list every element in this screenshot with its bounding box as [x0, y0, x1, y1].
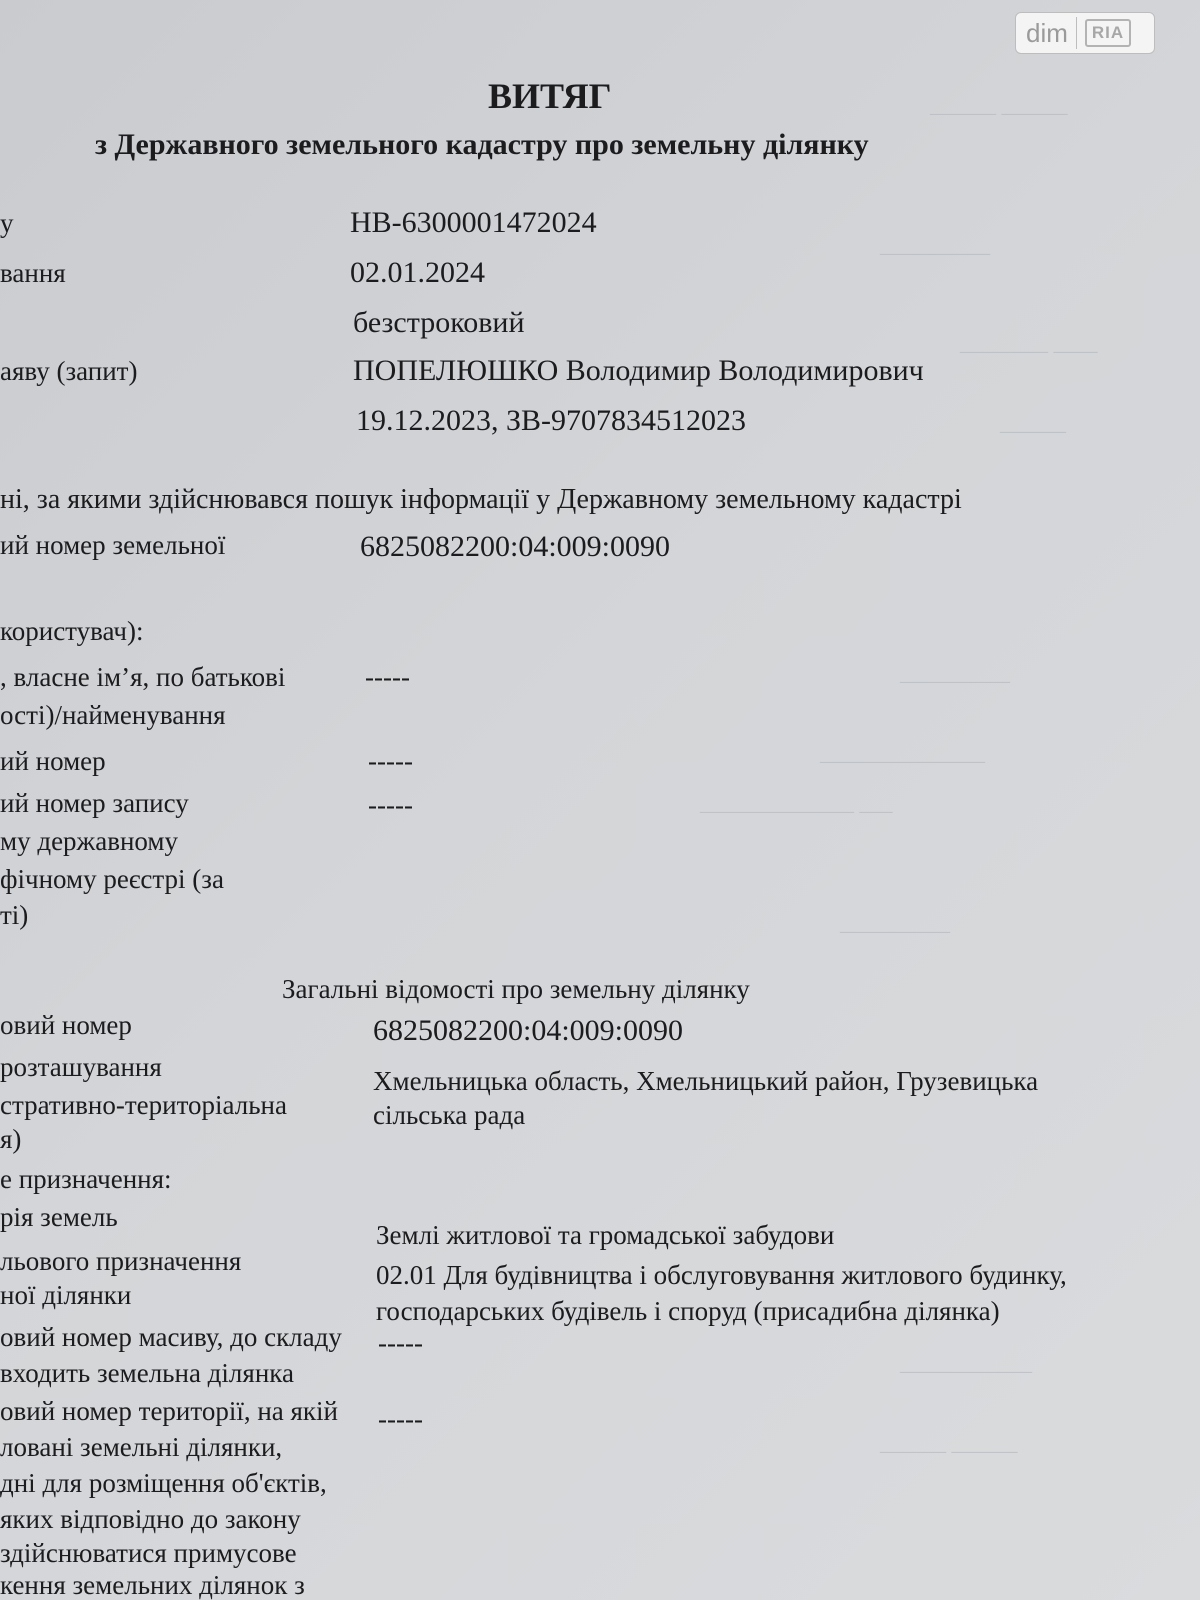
- territory-label-line4: яких відповідно до закону: [0, 1504, 301, 1534]
- registry-record-label-line1: ий номер запису: [0, 788, 189, 818]
- cadastral-number-label: овий номер: [0, 1010, 132, 1040]
- watermark-brand: dim: [1026, 17, 1068, 48]
- watermark-ria-logo: RIA: [1085, 19, 1131, 47]
- request-date-number-value: 19.12.2023, ЗВ-9707834512023: [356, 404, 747, 437]
- search-cadastral-label: ий номер земельної: [0, 530, 226, 560]
- massif-label-line1: овий номер масиву, до складу: [0, 1322, 342, 1352]
- search-cadastral-value: 6825082200:04:009:0090: [360, 530, 671, 563]
- location-label-line3: я): [0, 1124, 22, 1154]
- location-label-line2: стративно-територіальна: [0, 1090, 287, 1120]
- purpose-heading: е призначення:: [0, 1164, 172, 1194]
- massif-value: -----: [378, 1328, 423, 1358]
- document-title: ВИТЯГ: [488, 76, 612, 116]
- watermark-divider: [1076, 17, 1077, 49]
- applicant-label: аяву (запит): [0, 356, 138, 386]
- intended-use-label-line2: ної ділянки: [0, 1280, 132, 1310]
- owner-id-label: ий номер: [0, 746, 106, 776]
- massif-label-line2: входить земельна ділянка: [0, 1358, 294, 1388]
- territory-label-line6: кення земельних ділянок з: [0, 1570, 305, 1600]
- intended-use-value-line2: господарських будівель і споруд (присадибна ділянка): [376, 1296, 1000, 1326]
- territory-label-line1: овий номер території, на якій: [0, 1396, 339, 1426]
- registry-record-value: -----: [368, 790, 413, 820]
- owner-name-label-line2: ості)/найменування: [0, 700, 226, 730]
- owner-heading: користувач):: [0, 616, 144, 646]
- land-category-value: Землі житлової та громадської забудови: [376, 1220, 835, 1250]
- formation-date-label: вання: [0, 258, 66, 288]
- land-category-label: рія земель: [0, 1202, 118, 1232]
- registry-record-label-line3: фічному реєстрі (за: [0, 864, 224, 894]
- location-value-line1: Хмельницька область, Хмельницький район, Грузевицька: [373, 1066, 1039, 1096]
- request-number-value: НВ-6300001472024: [350, 206, 597, 239]
- general-info-heading: Загальні відомості про земельну ділянку: [282, 974, 750, 1004]
- intended-use-value-line1: 02.01 Для будівництва і обслуговування житлового будинку,: [376, 1260, 1067, 1290]
- formation-date-value: 02.01.2024: [350, 256, 485, 289]
- territory-label-line5: здійснюватися примусове: [0, 1538, 297, 1568]
- owner-id-value: -----: [368, 746, 413, 776]
- registry-record-label-line4: ті): [0, 900, 29, 930]
- registry-record-label-line2: му державному: [0, 826, 178, 856]
- territory-value: -----: [378, 1404, 423, 1434]
- applicant-value: ПОПЕЛЮШКО Володимир Володимирович: [353, 354, 924, 387]
- intended-use-label-line1: льового призначення: [0, 1246, 242, 1276]
- territory-label-line2: ловані земельні ділянки,: [0, 1432, 283, 1462]
- dimria-watermark: [1015, 12, 1155, 54]
- cadastral-number-value: 6825082200:04:009:0090: [373, 1014, 684, 1047]
- owner-name-value: -----: [365, 662, 410, 692]
- request-number-label: у: [0, 208, 14, 238]
- document-subtitle: з Державного земельного кадастру про земельну ділянку: [95, 128, 869, 161]
- territory-label-line3: дні для розміщення об'єктів,: [0, 1468, 327, 1498]
- owner-name-label-line1: , власне ім’я, по батькові: [0, 662, 286, 692]
- location-value-line2: сільська рада: [373, 1100, 526, 1130]
- search-criteria-heading: ні, за якими здійснювався пошук інформації у Державному земельному кадастрі: [0, 484, 962, 515]
- location-label-line1: розташування: [0, 1052, 162, 1082]
- validity-term-value: безстроковий: [353, 306, 525, 339]
